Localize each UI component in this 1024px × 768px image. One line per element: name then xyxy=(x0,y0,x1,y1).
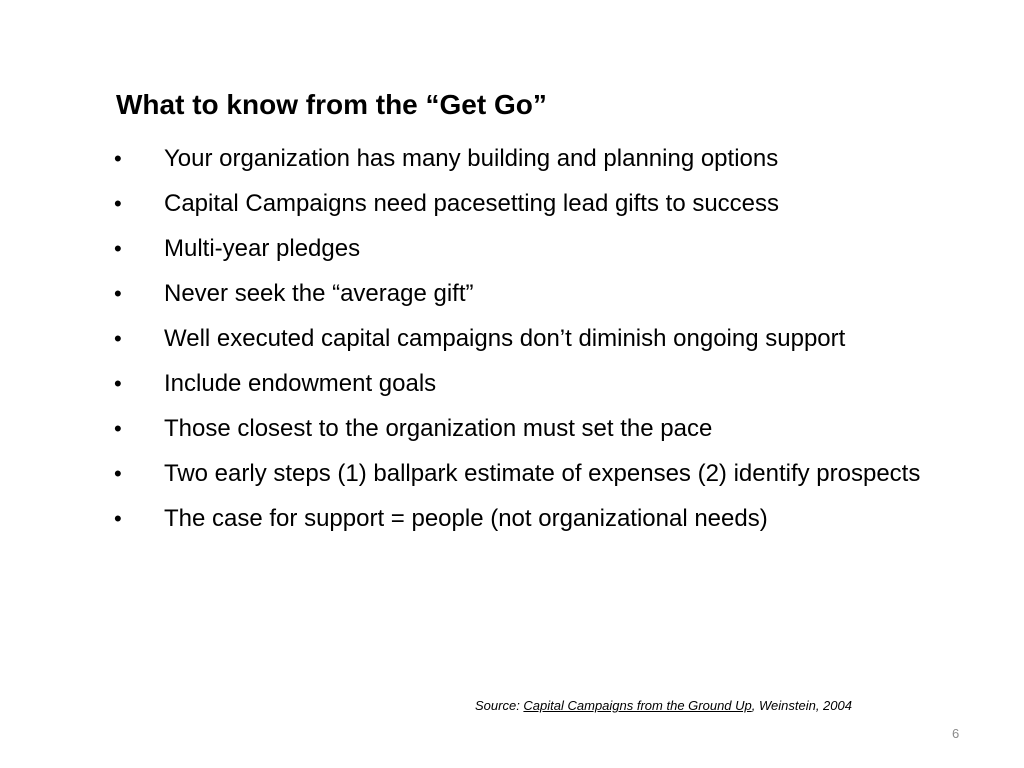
source-prefix: Source: xyxy=(475,698,524,713)
bullet-icon: • xyxy=(114,506,122,531)
bullet-text: Well executed capital campaigns don’t diminish ongoing support xyxy=(164,325,846,352)
bullet-icon: • xyxy=(114,191,122,216)
bullet-text: The case for support = people (not organizational needs) xyxy=(164,505,768,532)
bullet-icon: • xyxy=(114,281,122,306)
bullet-text: Never seek the “average gift” xyxy=(164,280,474,307)
bullet-text: Capital Campaigns need pacesetting lead gifts to success xyxy=(164,190,780,217)
bullet-icon: • xyxy=(114,461,122,486)
list-item xyxy=(112,230,952,267)
bullet-text: Two early steps (1) ballpark estimate of expenses (2) identify prospects xyxy=(164,460,921,487)
bullet-text: Those closest to the organization must set the pace xyxy=(164,415,713,442)
source-citation xyxy=(475,698,852,713)
bullet-text: Include endowment goals xyxy=(164,370,437,397)
list-item xyxy=(112,500,952,537)
list-item xyxy=(112,365,952,402)
bullet-text: Multi-year pledges xyxy=(164,235,361,262)
bullet-icon: • xyxy=(114,326,122,351)
list-item xyxy=(112,140,952,177)
page-number: 6 xyxy=(952,726,960,741)
slide-heading: What to know from the “Get Go” xyxy=(116,89,547,120)
source-title-link[interactable]: Capital Campaigns from the Ground Up xyxy=(523,698,752,713)
list-item xyxy=(112,320,952,357)
list-item xyxy=(112,185,952,222)
list-item xyxy=(112,455,952,492)
bullet-icon: • xyxy=(114,371,122,396)
list-item xyxy=(112,275,952,312)
bullet-icon: • xyxy=(114,236,122,261)
list-item xyxy=(112,410,952,447)
bullet-list xyxy=(112,140,952,545)
bullet-icon: • xyxy=(114,416,122,441)
bullet-icon: • xyxy=(114,146,122,171)
bullet-text: Your organization has many building and planning options xyxy=(164,145,779,172)
source-suffix: , Weinstein, 2004 xyxy=(751,698,852,713)
